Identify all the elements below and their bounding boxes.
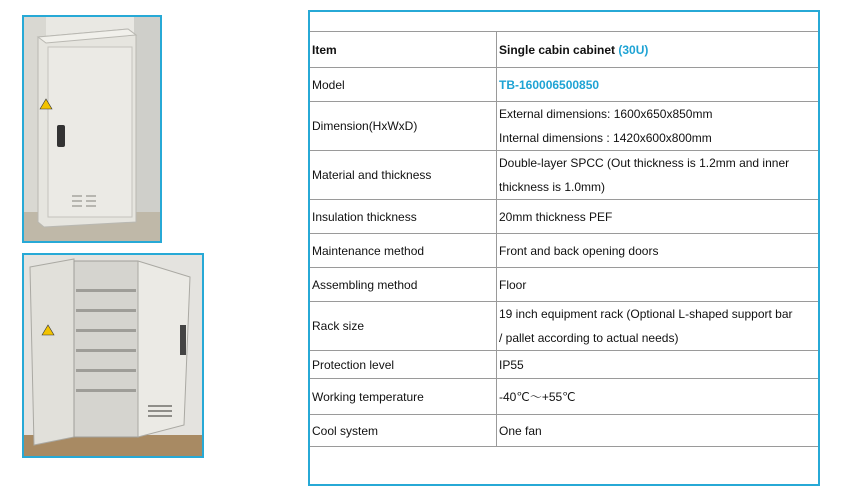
spec-label: Working temperature — [310, 379, 497, 415]
spec-value-line: Floor — [499, 277, 527, 292]
cabinet-closed-photo — [22, 15, 162, 243]
spec-value-line: / pallet according to actual needs) — [499, 331, 679, 345]
table-row — [310, 102, 818, 151]
spec-value-line: Double-layer SPCC (Out thickness is 1.2mm and inner — [499, 156, 790, 170]
spec-value — [497, 302, 819, 351]
header-product-name: Single cabin cabinet — [499, 42, 616, 57]
spec-value-line: 19 inch equipment rack (Optional L-shaped support bar — [499, 307, 793, 321]
spec-label: Rack size — [310, 302, 497, 351]
spec-label: Insulation thickness — [310, 200, 497, 234]
spec-value-line: thickness is 1.0mm) — [499, 180, 606, 194]
spec-value — [497, 68, 819, 102]
table-row — [310, 415, 818, 447]
table-row — [310, 268, 818, 302]
spec-label: Maintenance method — [310, 234, 497, 268]
spec-label: Cool system — [310, 415, 497, 447]
spec-table-frame — [308, 10, 820, 486]
header-product-cell — [497, 32, 819, 68]
header-product-units: (30U) — [618, 42, 649, 57]
spec-value-line: -40℃～+55℃ — [499, 389, 576, 404]
spec-value — [497, 151, 819, 200]
spec-value-line: IP55 — [499, 357, 524, 372]
table-row — [310, 68, 818, 102]
spec-value-line: External dimensions: 1600x650x850mm — [499, 107, 713, 121]
table-row — [310, 200, 818, 234]
spec-value-line: One fan — [499, 423, 542, 438]
table-row — [310, 379, 818, 415]
spec-value — [497, 351, 819, 379]
header-item-label: Item — [310, 32, 497, 68]
spec-label: Dimension(HxWxD) — [310, 102, 497, 151]
spec-value-line: Front and back opening doors — [499, 243, 659, 258]
cabinet-open-photo — [22, 253, 204, 458]
spec-value — [497, 102, 819, 151]
table-row — [310, 234, 818, 268]
spec-label: Model — [310, 68, 497, 102]
table-row — [310, 302, 818, 351]
spec-value — [497, 415, 819, 447]
spec-label: Protection level — [310, 351, 497, 379]
spec-value-line: TB-160006500850 — [499, 77, 600, 92]
spec-label: Assembling method — [310, 268, 497, 302]
spec-value — [497, 379, 819, 415]
spec-value-line: Internal dimensions : 1420x600x800mm — [499, 131, 712, 145]
spec-value — [497, 234, 819, 268]
spec-value — [497, 268, 819, 302]
table-header-row — [310, 32, 818, 68]
spec-label: Material and thickness — [310, 151, 497, 200]
spec-value — [497, 200, 819, 234]
spec-value-line: 20mm thickness PEF — [499, 209, 613, 224]
spec-table — [310, 31, 818, 447]
table-row — [310, 151, 818, 200]
table-row — [310, 351, 818, 379]
